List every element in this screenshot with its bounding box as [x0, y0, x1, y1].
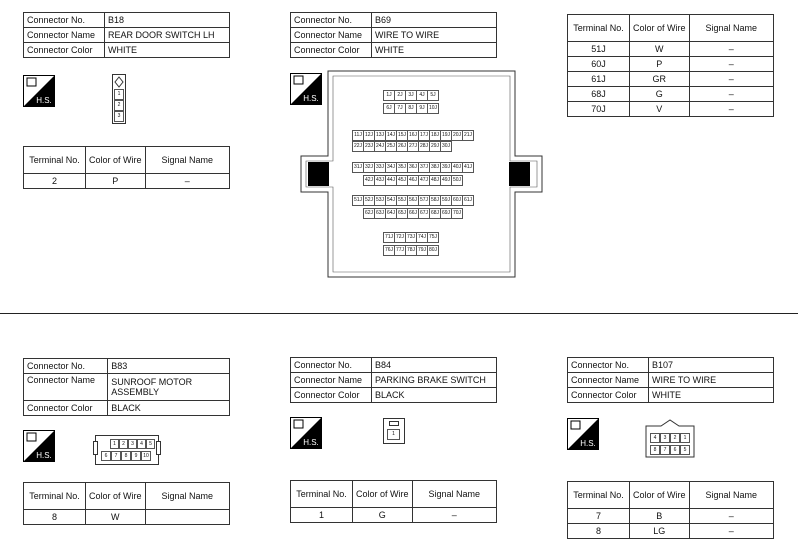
pin: 25J — [385, 141, 397, 152]
pin: 5 — [680, 445, 690, 455]
pin-1: 1 — [114, 89, 124, 100]
pin: 63J — [374, 208, 386, 219]
signal-name-header: Signal Name — [689, 15, 773, 42]
pin: 46J — [407, 175, 419, 186]
pin-2: 2 — [114, 100, 124, 111]
pin: 73J — [405, 232, 417, 243]
connector-info-table-b18 — [23, 12, 230, 58]
connector-no: B84 — [372, 358, 497, 373]
pin: 8 — [121, 451, 131, 461]
terminal-table-b84 — [290, 480, 497, 523]
pin: 38J — [429, 162, 441, 173]
pin: 41J — [462, 162, 474, 173]
pin: 55J — [396, 195, 408, 206]
pin: 23J — [363, 141, 375, 152]
pin: 29J — [429, 141, 441, 152]
pin-1: 1 — [387, 429, 400, 440]
terminal-table-b83 — [23, 482, 230, 525]
pin: 72J — [394, 232, 406, 243]
connector-color-label: Connector Color — [291, 388, 372, 403]
connector-color: BLACK — [372, 388, 497, 403]
connector-info-table-b84 — [290, 357, 497, 403]
pin: 65J — [396, 208, 408, 219]
pin: 42J — [363, 175, 375, 186]
pin: 56J — [407, 195, 419, 206]
pin: 3 — [660, 433, 670, 443]
pin: 60J — [451, 195, 463, 206]
pin: 67J — [418, 208, 430, 219]
connector-name-label: Connector Name — [24, 28, 105, 43]
signal-name-header: Signal Name — [689, 482, 773, 509]
hs-icon — [23, 75, 55, 107]
pin: 4J — [416, 90, 428, 101]
pin: 17J — [418, 130, 430, 141]
wire-color-header: Color of Wire — [630, 15, 690, 42]
latch-right — [156, 441, 161, 455]
connector-no-label: Connector No. — [568, 358, 649, 373]
pin: 28J — [418, 141, 430, 152]
pin: 44J — [385, 175, 397, 186]
table-row: 8 LG – — [568, 524, 774, 539]
pin: 9J — [416, 103, 428, 114]
pin: 53J — [374, 195, 386, 206]
pin: 36J — [407, 162, 419, 173]
pin: 70J — [451, 208, 463, 219]
pin: 62J — [363, 208, 375, 219]
terminal-no-header: Terminal No. — [568, 15, 630, 42]
connector-name: REAR DOOR SWITCH LH — [105, 28, 230, 43]
pin: 31J — [352, 162, 364, 173]
pin: 39J — [440, 162, 452, 173]
latch-top — [389, 421, 399, 426]
terminal-table-b69 — [567, 14, 774, 117]
wire-color-header: Color of Wire — [353, 481, 413, 508]
terminal-table-b18 — [23, 146, 230, 189]
pin: 3 — [128, 439, 137, 449]
table-row: 51J W – — [568, 42, 774, 57]
connector-name: WIRE TO WIRE — [372, 28, 497, 43]
connector-color-label: Connector Color — [24, 401, 108, 416]
pin: 18J — [429, 130, 441, 141]
signal-name-header: Signal Name — [412, 481, 496, 508]
pin: 5J — [427, 90, 439, 101]
pin: 75J — [427, 232, 439, 243]
pin: 1 — [110, 439, 119, 449]
pin: 8 — [650, 445, 660, 455]
pin: 66J — [407, 208, 419, 219]
terminal-table-b107 — [567, 481, 774, 539]
latch-left — [93, 441, 98, 455]
pin: 7 — [660, 445, 670, 455]
connector-no: B107 — [649, 358, 774, 373]
connector-info-table-b83 — [23, 358, 230, 416]
svg-text:H.S.: H.S. — [580, 439, 596, 448]
pin: 26J — [396, 141, 408, 152]
connector-name: PARKING BRAKE SWITCH — [372, 373, 497, 388]
pin: 8J — [405, 103, 417, 114]
connector-no: B69 — [372, 13, 497, 28]
pin: 47J — [418, 175, 430, 186]
svg-text:H.S.: H.S. — [36, 451, 52, 460]
wire-color-header: Color of Wire — [630, 482, 690, 509]
pin: 10 — [141, 451, 151, 461]
hs-icon — [23, 430, 55, 462]
pin: 16J — [407, 130, 419, 141]
pin: 52J — [363, 195, 375, 206]
terminal-no-header: Terminal No. — [568, 482, 630, 509]
pin: 79J — [416, 245, 428, 256]
connector-name: SUNROOF MOTOR ASSEMBLY — [108, 374, 230, 401]
pin: 43J — [374, 175, 386, 186]
connector-color: WHITE — [649, 388, 774, 403]
pin: 78J — [405, 245, 417, 256]
connector-no: B18 — [105, 13, 230, 28]
pin: 40J — [451, 162, 463, 173]
pin: 14J — [385, 130, 397, 141]
connector-name-label: Connector Name — [24, 374, 108, 401]
terminal-no-header: Terminal No. — [24, 483, 86, 510]
pin: 4 — [137, 439, 146, 449]
pin: 12J — [363, 130, 375, 141]
pin: 1J — [383, 90, 395, 101]
connector-no: B83 — [108, 359, 230, 374]
svg-text:H.S.: H.S. — [303, 94, 319, 103]
pin: 27J — [407, 141, 419, 152]
pin: 69J — [440, 208, 452, 219]
connector-no-label: Connector No. — [24, 13, 105, 28]
pin: 80J — [427, 245, 439, 256]
pin: 13J — [374, 130, 386, 141]
table-row: 7 B – — [568, 509, 774, 524]
pin: 59J — [440, 195, 452, 206]
pin: 7J — [394, 103, 406, 114]
pin: 2 — [119, 439, 128, 449]
connector-color-label: Connector Color — [568, 388, 649, 403]
pin: 2J — [394, 90, 406, 101]
pin-3: 3 — [114, 111, 124, 122]
wire-color-header: Color of Wire — [86, 147, 146, 174]
pin: 3J — [405, 90, 417, 101]
pin: 7 — [111, 451, 121, 461]
wire-color-header: Color of Wire — [86, 483, 146, 510]
section-divider — [0, 313, 798, 314]
pin: 76J — [383, 245, 395, 256]
pin: 51J — [352, 195, 364, 206]
pin: 6 — [670, 445, 680, 455]
connector-info-table-b69 — [290, 12, 497, 58]
connector-name-label: Connector Name — [568, 373, 649, 388]
pin: 58J — [429, 195, 441, 206]
table-row: 2 P – — [24, 174, 230, 189]
pin: 22J — [352, 141, 364, 152]
pin: 15J — [396, 130, 408, 141]
pin: 34J — [385, 162, 397, 173]
connector-color-label: Connector Color — [291, 43, 372, 58]
pin: 9 — [131, 451, 141, 461]
pin: 30J — [440, 141, 452, 152]
pin: 61J — [462, 195, 474, 206]
table-row: 68J G – — [568, 87, 774, 102]
pin: 10J — [427, 103, 439, 114]
pin: 6 — [101, 451, 111, 461]
signal-name-header: Signal Name — [145, 147, 229, 174]
pin: 4 — [650, 433, 660, 443]
pin: 2 — [670, 433, 680, 443]
pin: 50J — [451, 175, 463, 186]
pin: 64J — [385, 208, 397, 219]
pin: 74J — [416, 232, 428, 243]
pin: 77J — [394, 245, 406, 256]
table-row: 60J P – — [568, 57, 774, 72]
pin: 37J — [418, 162, 430, 173]
pin: 20J — [451, 130, 463, 141]
pin: 33J — [374, 162, 386, 173]
signal-name-header: Signal Name — [145, 483, 229, 510]
connector-name-label: Connector Name — [291, 373, 372, 388]
pin: 21J — [462, 130, 474, 141]
pin: 19J — [440, 130, 452, 141]
connector-name: WIRE TO WIRE — [649, 373, 774, 388]
connector-color: WHITE — [105, 43, 230, 58]
table-row: 61J GR – — [568, 72, 774, 87]
pin: 48J — [429, 175, 441, 186]
pin: 1 — [680, 433, 690, 443]
connector-no-label: Connector No. — [291, 13, 372, 28]
connector-color: WHITE — [372, 43, 497, 58]
pin: 45J — [396, 175, 408, 186]
terminal-no-header: Terminal No. — [291, 481, 353, 508]
pin: 6J — [383, 103, 395, 114]
pin: 68J — [429, 208, 441, 219]
hs-icon — [567, 418, 599, 450]
pin: 54J — [385, 195, 397, 206]
table-row: 8 W — [24, 510, 230, 525]
connector-color-label: Connector Color — [24, 43, 105, 58]
pin: 57J — [418, 195, 430, 206]
pin: 35J — [396, 162, 408, 173]
pin: 32J — [363, 162, 375, 173]
connector-no-label: Connector No. — [24, 359, 108, 374]
connector-color: BLACK — [108, 401, 230, 416]
terminal-no-header: Terminal No. — [24, 147, 86, 174]
connector-name-label: Connector Name — [291, 28, 372, 43]
hs-icon — [290, 417, 322, 449]
table-row: 1 G – — [291, 508, 497, 523]
pin: 49J — [440, 175, 452, 186]
pin: 71J — [383, 232, 395, 243]
svg-text:H.S.: H.S. — [36, 96, 52, 105]
connector-info-table-b107 — [567, 357, 774, 403]
pin: 11J — [352, 130, 364, 141]
connector-no-label: Connector No. — [291, 358, 372, 373]
table-row: 70J V – — [568, 102, 774, 117]
pin: 5 — [146, 439, 155, 449]
pin: 24J — [374, 141, 386, 152]
svg-text:H.S.: H.S. — [303, 438, 319, 447]
